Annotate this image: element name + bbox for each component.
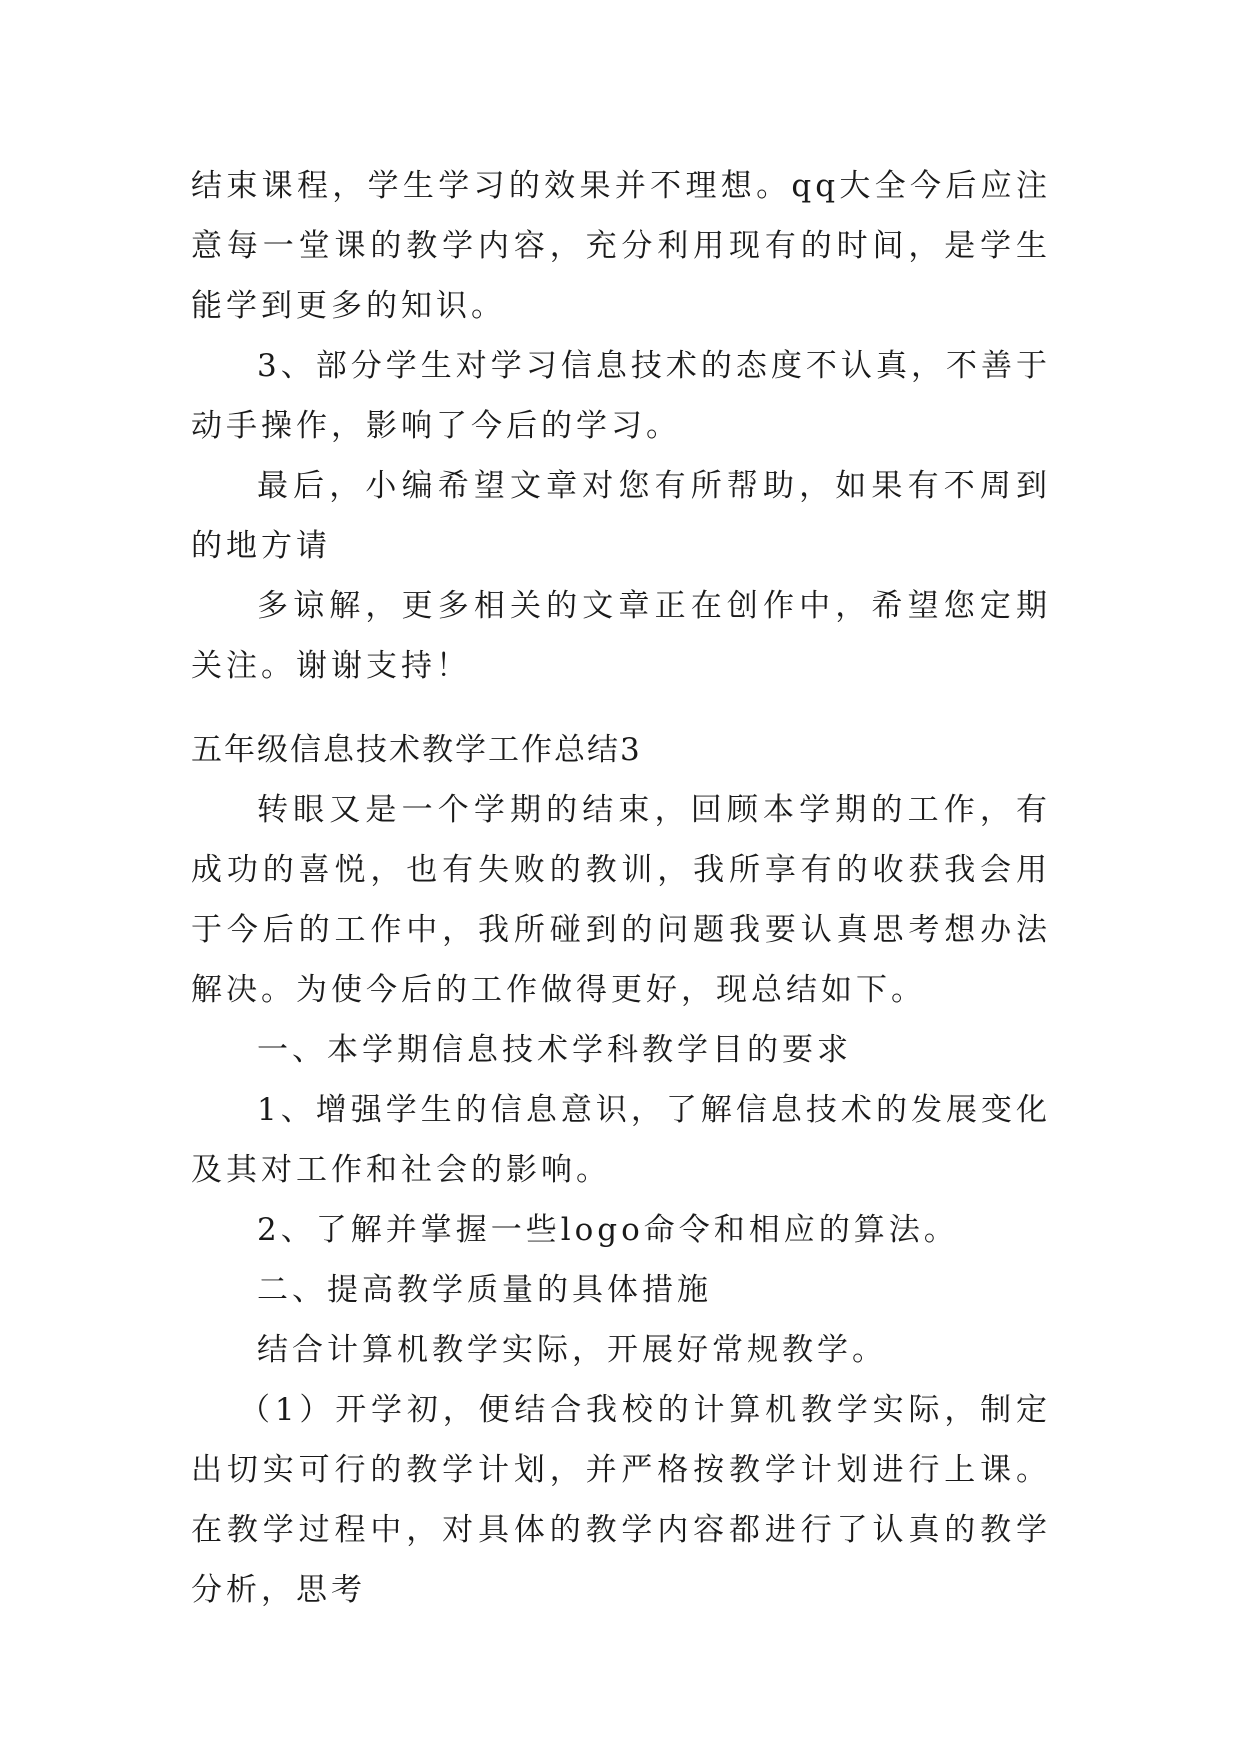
paragraph-item-1: 1、增强学生的信息意识，了解信息技术的发展变化及其对工作和社会的影响。 bbox=[191, 1092, 1051, 1188]
paragraph-point-3: 3、部分学生对学习信息技术的态度不认真，不善于动手操作，影响了今后的学习。 bbox=[191, 348, 1051, 444]
paragraph-continued-course: 结束课程，学生学习的效果并不理想。qq大全今后应注意每一堂课的教学内容，充分利用现有的时间，是学生能学到更多的知识。 bbox=[191, 168, 1051, 324]
section-title: 五年级信息技术教学工作总结3 bbox=[191, 732, 642, 768]
paragraph-practice: 结合计算机教学实际，开展好常规教学。 bbox=[257, 1332, 887, 1368]
section-3-block bbox=[191, 720, 1051, 1620]
paragraph-intro: 转眼又是一个学期的结束，回顾本学期的工作，有成功的喜悦，也有失败的教训，我所享有的收获我会用于今后的工作中，我所碰到的问题我要认真思考想办法解决。为使今后的工作做得更好，现总结如下。 bbox=[191, 792, 1051, 1008]
paragraph-measure-1: （1）开学初，便结合我校的计算机教学实际，制定出切实可行的教学计划，并严格按教学计划进行上课。在教学过程中，对具体的教学内容都进行了认真的教学分析，思考 bbox=[191, 1392, 1051, 1608]
continued-text-block bbox=[191, 156, 1051, 696]
paragraph-heading-1: 一、本学期信息技术学科教学目的要求 bbox=[257, 1032, 852, 1068]
paragraph-heading-2: 二、提高教学质量的具体措施 bbox=[257, 1272, 712, 1308]
paragraph-closing-1: 最后，小编希望文章对您有所帮助，如果有不周到的地方请 bbox=[191, 468, 1051, 564]
paragraph-item-2: 2、了解并掌握一些logo命令和相应的算法。 bbox=[257, 1212, 959, 1248]
paragraph-closing-2: 多谅解，更多相关的文章正在创作中，希望您定期关注。谢谢支持！ bbox=[191, 588, 1051, 684]
